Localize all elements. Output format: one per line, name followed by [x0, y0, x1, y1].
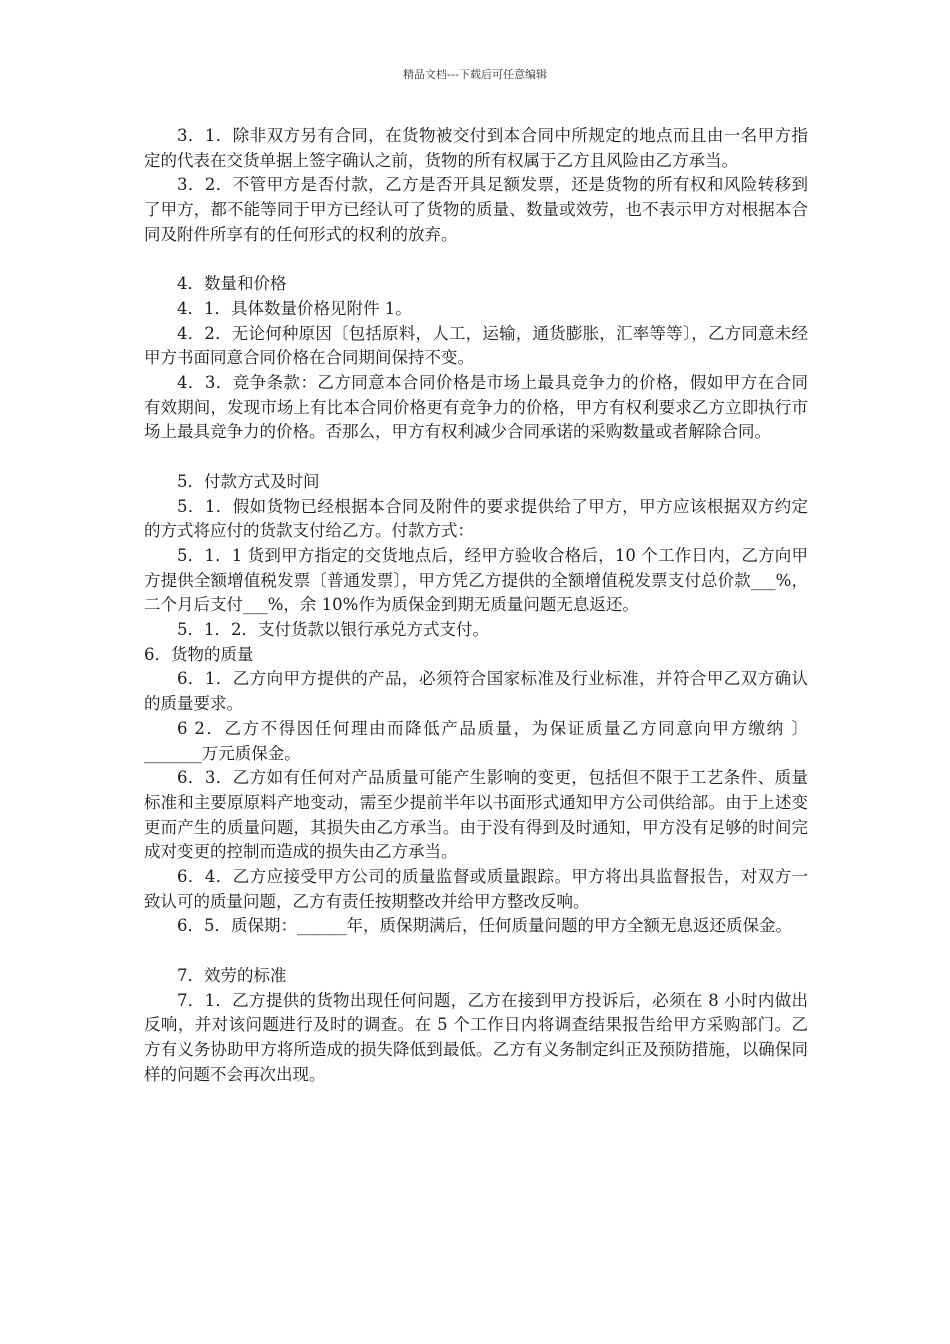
paragraph: 5．1．2．支付货款以银行承兑方式支付。	[177, 620, 489, 640]
paragraph: 4．数量和价格	[177, 274, 287, 294]
paragraph: 7．效劳的标准	[177, 965, 287, 985]
page-header: 精品文档---下载后可任意编辑	[403, 68, 547, 81]
paragraph: 6．货物的质量	[144, 644, 254, 664]
paragraph: 6．1．乙方向甲方提供的产品，必须符合国家标准及行业标准，并符合甲乙双方确认的质量要求。	[144, 669, 808, 714]
paragraph: 6．5．质保期：______年，质保期满后，任何质量问题的甲方全额无息返还质保金。	[177, 916, 792, 936]
paragraph: 3．2．不管甲方是否付款，乙方是否开具足额发票，还是货物的所有权和风险转移到了甲方，都不能等同于甲方已经认可了货物的质量、数量或效劳，也不表示甲方对根据本合同及附件所享有的任何形式的权利的放弃。	[144, 175, 808, 244]
paragraph: 6 2．乙方不得因任何理由而降低产品质量，为保证质量乙方同意向甲方缴纳 〕_______万元质保金。	[144, 718, 808, 763]
paragraph: 6．3．乙方如有任何对产品质量可能产生影响的变更，包括但不限于工艺条件、质量标准和主要原原料产地变动，需至少提前半年以书面形式通知甲方公司供给部。由于上述变更而产生的质量问题，其损失由乙方承当。由于没有得到及时通知，甲方没有足够的时间完成对变更的控制而造成的损失由乙方承当。	[144, 768, 808, 862]
paragraph: 7．1．乙方提供的货物出现任何问题，乙方在接到甲方投诉后，必须在 8 小时内做出反响，并对该问题进行及时的调查。在 5 个工作日内将调查结果报告给甲方采购部门。乙方有义务协助甲方将所造成的损失降低到最低。乙方有义务制定纠正及预防措施，以确保同样的问题不会再次出现。	[144, 990, 808, 1084]
paragraph: 4．2．无论何种原因〔包括原料，人工，运输，通货膨胀，汇率等等〕，乙方同意未经甲方书面同意合同价格在合同期间保持不变。	[144, 323, 808, 368]
paragraph: 5．1．1 货到甲方指定的交货地点后，经甲方验收合格后，10 个工作日内，乙方向甲方提供全额增值税发票〔普通发票〕，甲方凭乙方提供的全额增值税发票支付总价款___%，二个月后支付___%，余 10%作为质保金到期无质量问题无息返还。	[144, 545, 808, 615]
blank-line	[144, 939, 808, 964]
paragraph: 4．3．竞争条款：乙方同意本合同价格是市场上最具竞争力的价格，假如甲方在合同有效期间，发现市场上有比本合同价格更有竞争力的价格，甲方有权利要求乙方立即执行市场上最具竞争力的价格。否那么，甲方有权利减少合同承诺的采购数量或者解除合同。	[144, 373, 808, 442]
blank-line	[144, 445, 808, 470]
document-body	[144, 124, 808, 1087]
paragraph: 3．1．除非双方另有合同，在货物被交付到本合同中所规定的地点而且由一名甲方指定的代表在交货单据上签字确认之前，货物的所有权属于乙方且风险由乙方承当。	[144, 126, 808, 170]
paragraph: 5．1．假如货物已经根据本合同及附件的要求提供给了甲方，甲方应该根据双方约定的方式将应付的货款支付给乙方。付款方式：	[144, 496, 808, 541]
blank-line	[144, 248, 808, 273]
paragraph: 4．1．具体数量价格见附件 1。	[177, 298, 412, 318]
paragraph: 5．付款方式及时间	[177, 471, 320, 491]
paragraph: 6．4．乙方应接受甲方公司的质量监督或质量跟踪。甲方将出具监督报告，对双方一致认可的质量问题，乙方有责任按期整改并给甲方整改反响。	[144, 867, 808, 911]
